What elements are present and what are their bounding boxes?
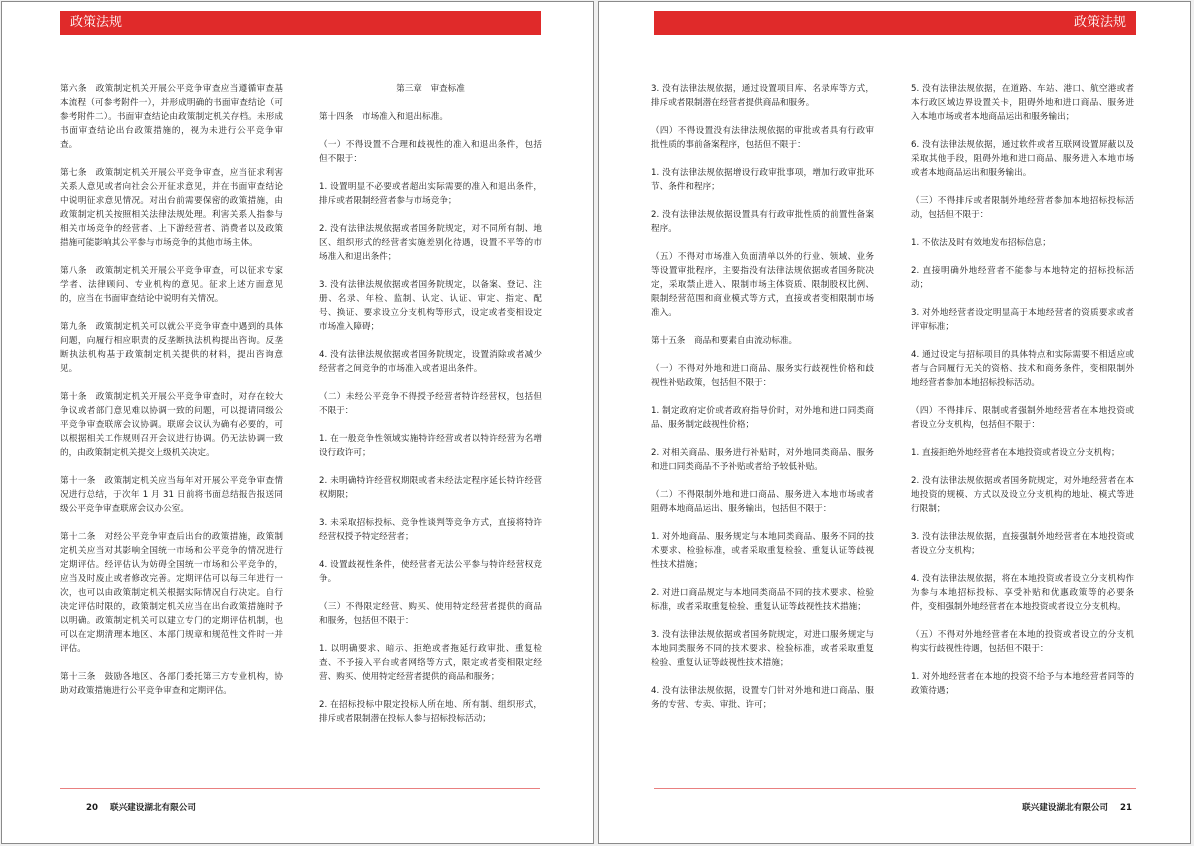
text-column: [319, 82, 542, 740]
page-number: 21: [1120, 803, 1132, 813]
page-number: 20: [86, 803, 98, 813]
paragraph: 2. 直接明确外地经营者不能参与本地特定的招标投标活动；: [911, 266, 1134, 290]
paragraph: 5. 没有法律法规依据，在道路、车站、港口、航空港或者本行政区域边界设置关卡，阻碍外地和进口商品、服务进入本地市场或者本地商品运出和服务输出；: [911, 84, 1134, 122]
paragraph: 1. 在一般竞争性领域实施特许经营或者以特许经营为名增设行政许可；: [319, 434, 542, 458]
section-header-band: 政策法规: [654, 11, 1136, 35]
paragraph: 3. 没有法律法规依据，通过设置项目库、名录库等方式，排斥或者限制潜在经营者提供商品和服务。: [651, 84, 874, 108]
paragraph: （一）不得设置不合理和歧视性的准入和退出条件，包括但不限于：: [319, 140, 542, 164]
paragraph: （三）不得排斥或者限制外地经营者参加本地招标投标活动，包括但不限于：: [911, 196, 1134, 220]
company-name: 联兴建设湖北有限公司: [109, 803, 196, 813]
paragraph: 第十条 政策制定机关开展公平竞争审查时，对存在较大争议或者部门意见难以协调一致的问题，可以提请同级公平竞争审查联席会议协调。联席会议认为确有必要的，可以根据相关工作规则召开会议进行协调。仍无法协调一致的，由政策制定机关提交上级机关决定。: [60, 392, 283, 458]
text-column: [60, 82, 283, 712]
page-footer: [1022, 802, 1132, 814]
paragraph: 4. 没有法律法规依据或者国务院规定，设置消除或者减少经营者之间竞争的市场准入或者退出条件。: [319, 350, 542, 374]
paragraph: 2. 没有法律法规依据或者国务院规定，对外地经营者在本地投资的规模、方式以及设立分支机构的地址、模式等进行限制；: [911, 476, 1134, 514]
paragraph: 1. 以明确要求、暗示、拒绝或者拖延行政审批、重复检查、不予接入平台或者网络等方式，限定或者变相限定经营、购买、使用特定经营者提供的商品和服务；: [319, 644, 542, 682]
paragraph: 1. 对外地经营者在本地的投资不给予与本地经营者同等的政策待遇；: [911, 672, 1134, 696]
paragraph: 6. 没有法律法规依据，通过软件或者互联网设置屏蔽以及采取其他手段，阻碍外地和进口商品、服务进入本地市场或者本地商品运出和服务输出。: [911, 140, 1134, 178]
paragraph: 2. 没有法律法规依据或者国务院规定，对不同所有制、地区、组织形式的经营者实施差别化待遇，设置不平等的市场准入和退出条件；: [319, 224, 542, 262]
paragraph: （四）不得设置没有法律法规依据的审批或者具有行政审批性质的事前备案程序，包括但不限于：: [651, 126, 874, 150]
paragraph: 1. 不依法及时有效地发布招标信息；: [911, 238, 1051, 248]
paragraph: 第七条 政策制定机关开展公平竞争审查，应当征求利害关系人意见或者向社会公开征求意见，并在书面审查结论中说明征求意见情况。对出台前需要保密的政策措施，由政策制定机关按照相关法律法规处理。利害关系人指参与相关市场竞争的经营者、上下游经营者、消费者以及政策措施可能影响其公平参与市场竞争的其他市场主体。: [60, 168, 283, 248]
text-column: [911, 82, 1134, 712]
left-page: [1, 1, 594, 844]
page-footer: [86, 802, 196, 814]
paragraph: 2. 对进口商品规定与本地同类商品不同的技术要求、检验标准，或者采取重复检验、重复认证等歧视性技术措施；: [651, 588, 874, 612]
paragraph: 3. 没有法律法规依据，直接强制外地经营者在本地投资或者设立分支机构；: [911, 532, 1134, 556]
chapter-heading: 第三章 审查标准: [396, 84, 465, 94]
paragraph: （二）不得限制外地和进口商品、服务进入本地市场或者阻碍本地商品运出、服务输出，包括但不限于：: [651, 490, 874, 514]
section-header-band: 政策法规: [60, 11, 541, 35]
paragraph: 1. 没有法律法规依据增设行政审批事项，增加行政审批环节、条件和程序；: [651, 168, 874, 192]
paragraph: （五）不得对市场准入负面清单以外的行业、领域、业务等设置审批程序，主要指没有法律法规依据或者国务院决定，采取禁止进入、限制市场主体资质、限制股权比例、限制经营范围和商业模式等方式，直接或者变相限制市场准入。: [651, 252, 874, 318]
right-page: [598, 1, 1191, 844]
paragraph: 3. 对外地经营者设定明显高于本地经营者的资质要求或者评审标准；: [911, 308, 1134, 332]
paragraph: 1. 设置明显不必要或者超出实际需要的准入和退出条件，排斥或者限制经营者参与市场竞争；: [319, 182, 542, 206]
paragraph: 2. 在招标投标中限定投标人所在地、所有制、组织形式，排斥或者限制潜在投标人参与招标投标活动；: [319, 700, 542, 724]
footer-rule: [654, 788, 1136, 789]
paragraph: 4. 通过设定与招标项目的具体特点和实际需要不相适应或者与合同履行无关的资格、技术和商务条件，变相限制外地经营者参加本地招标投标活动。: [911, 350, 1134, 388]
paragraph: 4. 没有法律法规依据，将在本地投资或者设立分支机构作为参与本地招标投标、享受补贴和优惠政策等的必要条件，变相强制外地经营者在本地投资或者设立分支机构。: [911, 574, 1134, 612]
paragraph: （四）不得排斥、限制或者强制外地经营者在本地投资或者设立分支机构，包括但不限于：: [911, 406, 1134, 430]
paragraph: 2. 对相关商品、服务进行补贴时，对外地同类商品、服务和进口同类商品不予补贴或者给予较低补贴。: [651, 448, 874, 472]
paragraph: 1. 制定政府定价或者政府指导价时，对外地和进口同类商品、服务制定歧视性价格；: [651, 406, 874, 430]
paragraph: 第十二条 对经公平竞争审查后出台的政策措施，政策制定机关应当对其影响全国统一市场和公平竞争的情况进行定期评估。经评估认为妨碍全国统一市场和公平竞争的，应当及时废止或者修改完善。定期评估可以每三年进行一次，也可以由政策制定机关根据实际情况自行决定。自行决定评估时限的，政策制定机关应当在出台政策措施时予以明确。政策制定机关可以建立专门的定期评估机制，也可以在定期清理本地区、本部门规章和规范性文件时一并评估。: [60, 532, 283, 654]
footer-rule: [60, 788, 540, 789]
paragraph: 第十五条 商品和要素自由流动标准。: [651, 336, 798, 346]
paragraph: 2. 没有法律法规依据设置具有行政审批性质的前置性备案程序。: [651, 210, 874, 234]
paragraph: 2. 未明确特许经营权期限或者未经法定程序延长特许经营权期限；: [319, 476, 542, 500]
paragraph: 3. 未采取招标投标、竞争性谈判等竞争方式，直接将特许经营权授予特定经营者；: [319, 518, 542, 542]
paragraph: （三）不得限定经营、购买、使用特定经营者提供的商品和服务，包括但不限于：: [319, 602, 542, 626]
paragraph: 第十三条 鼓励各地区、各部门委托第三方专业机构，协助对政策措施进行公平竞争审查和定期评估。: [60, 672, 283, 696]
paragraph: （二）未经公平竞争不得授予经营者特许经营权，包括但不限于：: [319, 392, 542, 416]
paragraph: 第九条 政策制定机关可以就公平竞争审查中遇到的具体问题，向履行相应职责的反垄断执法机构提出咨询。反垄断执法机构基于政策制定机关提供的材料，提出咨询意见。: [60, 322, 283, 374]
paragraph: 3. 没有法律法规依据或者国务院规定，以备案、登记、注册、名录、年检、监制、认定、认证、审定、指定、配号、换证、要求设立分支机构等形式，设定或者变相设定市场准入障碍；: [319, 280, 542, 332]
paragraph: 1. 对外地商品、服务规定与本地同类商品、服务不同的技术要求、检验标准，或者采取重复检验、重复认证等歧视性技术措施；: [651, 532, 874, 570]
paragraph: 第六条 政策制定机关开展公平竞争审查应当遵循审查基本流程（可参考附件一），并形成明确的书面审查结论（可参考附件二）。书面审查结论由政策制定机关存档。未形成书面审查结论出台政策措施的，视为未进行公平竞争审查。: [60, 84, 283, 150]
paragraph: 4. 没有法律法规依据，设置专门针对外地和进口商品、服务的专营、专卖、审批、许可；: [651, 686, 874, 710]
paragraph: 3. 没有法律法规依据或者国务院规定，对进口服务规定与本地同类服务不同的技术要求、检验标准，或者采取重复检验、重复认证等歧视性技术措施；: [651, 630, 874, 668]
paragraph: 4. 设置歧视性条件，使经营者无法公平参与特许经营权竞争。: [319, 560, 542, 584]
company-name: 联兴建设湖北有限公司: [1022, 803, 1109, 813]
paragraph: 第八条 政策制定机关开展公平竞争审查，可以征求专家学者、法律顾问、专业机构的意见。征求上述方面意见的，应当在书面审查结论中说明有关情况。: [60, 266, 283, 304]
paragraph: （一）不得对外地和进口商品、服务实行歧视性价格和歧视性补贴政策，包括但不限于：: [651, 364, 874, 388]
paragraph: 1. 直接拒绝外地经营者在本地投资或者设立分支机构；: [911, 448, 1120, 458]
text-column: [651, 82, 874, 726]
paragraph: 第十一条 政策制定机关应当每年对开展公平竞争审查情况进行总结，于次年 1 月 31 日前将书面总结报告报送同级公平竞争审查联席会议办公室。: [60, 476, 283, 514]
paragraph: （五）不得对外地经营者在本地的投资或者设立的分支机构实行歧视性待遇，包括但不限于：: [911, 630, 1134, 654]
paragraph: 第十四条 市场准入和退出标准。: [319, 112, 448, 122]
